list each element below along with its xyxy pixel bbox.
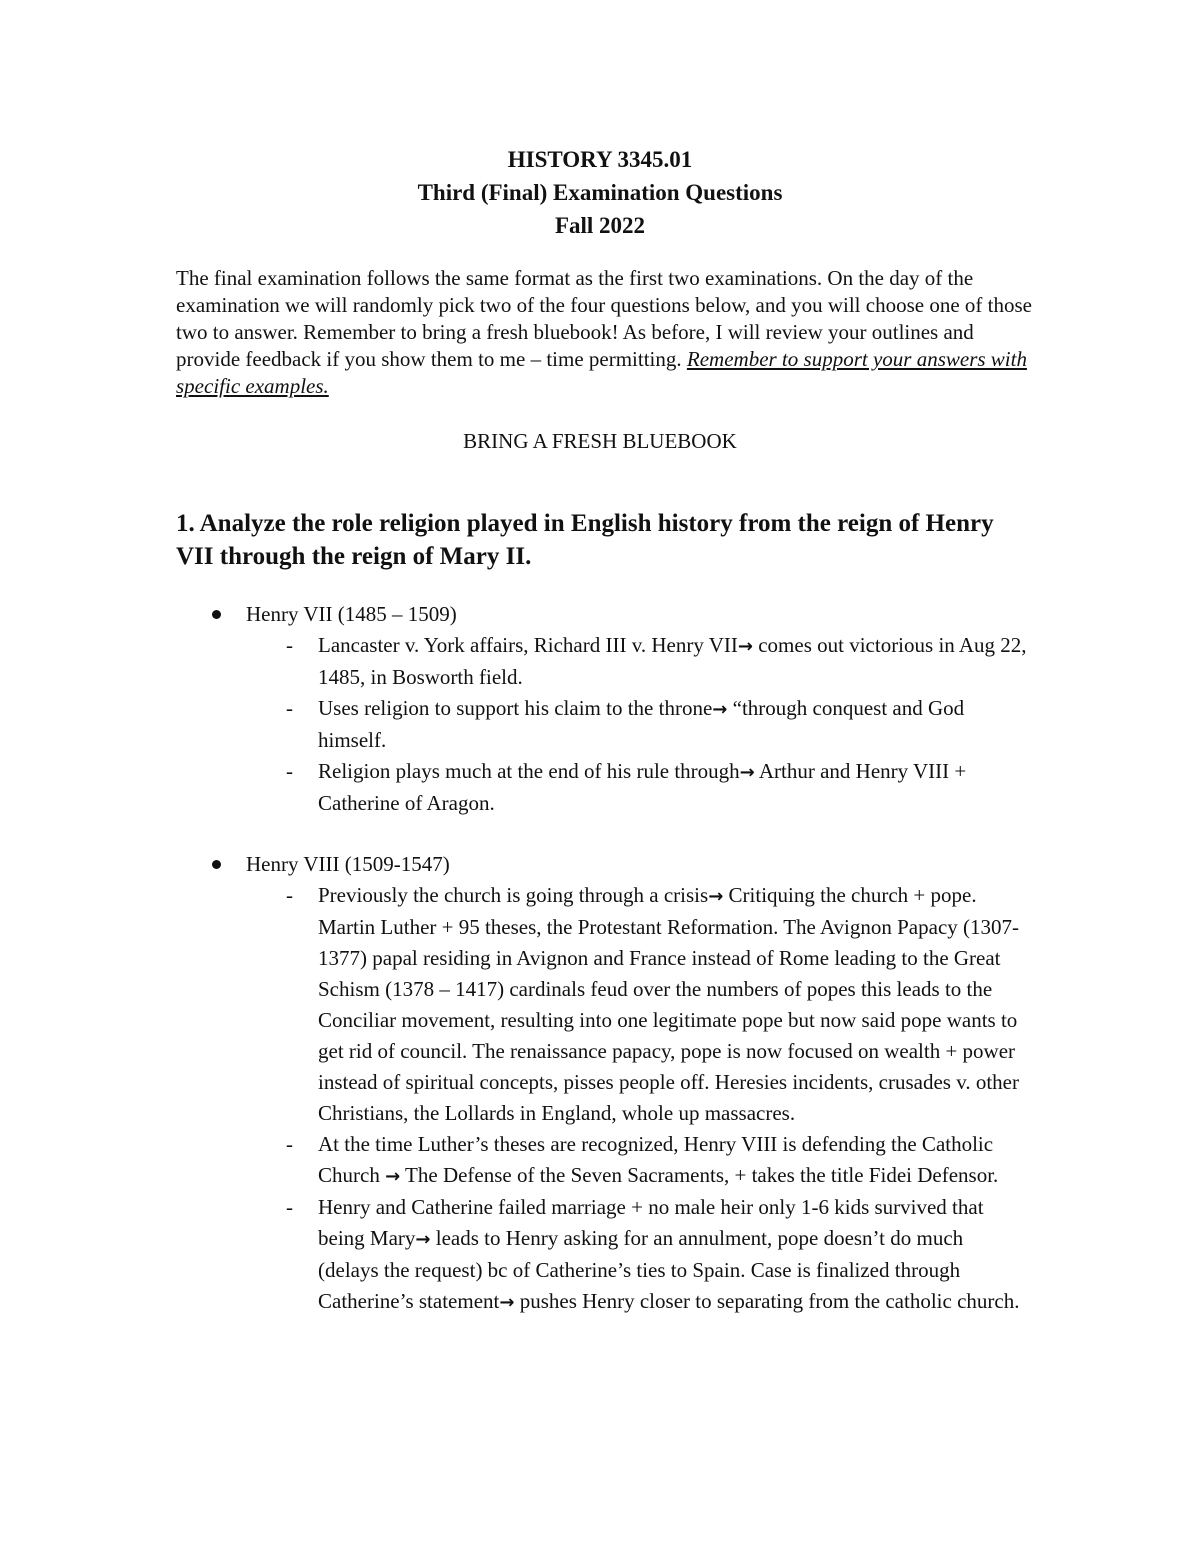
intro-paragraph [176, 265, 1036, 400]
arrow-right-icon: → [385, 1166, 401, 1187]
question-1: 1. Analyze the role religion played in English history from the reign of Henry VII through the reign of Mary II. [176, 510, 994, 570]
list-item: - Lancaster v. York affairs, Richard III v. Henry VII→ comes out victorious in Aug 22, 1485, in Bosworth field. [318, 630, 1028, 693]
arrow-right-icon: → [708, 886, 724, 907]
bullet-icon [212, 860, 221, 869]
course-title: HISTORY 3345.01 [507, 147, 693, 172]
list-item: - Henry and Catherine failed marriage + no male heir only 1-6 kids survived that being Mary→ leads to Henry asking for an annulment, pope doesn’t do much (delays the request) bc of Catherine’s ties to Spain. Case is finalized through Catherine’s statement→ pushes Henry closer to separating from the catholic church. [318, 1192, 1028, 1318]
arrow-right-icon: → [739, 762, 755, 783]
section-henry-viii [176, 849, 1056, 1318]
dash-marker: - [286, 883, 293, 907]
section-heading: Henry VIII (1509-1547) [246, 852, 450, 876]
document-header [0, 143, 1200, 242]
dash-marker: - [286, 759, 293, 783]
dash-marker: - [286, 696, 293, 720]
section-heading: Henry VII (1485 – 1509) [246, 602, 457, 626]
dash-marker: - [286, 1195, 293, 1219]
bluebook-notice: BRING A FRESH BLUEBOOK [463, 429, 737, 453]
arrow-right-icon: → [737, 636, 753, 657]
section-henry-vii [176, 599, 1056, 819]
intro-emphasis: Remember to support your answers with specific examples. [176, 347, 1027, 398]
bullet-icon [212, 610, 221, 619]
exam-title: Third (Final) Examination Questions [417, 180, 783, 205]
list-item: - Previously the church is going through a crisis→ Critiquing the church + pope. Martin Luther + 95 theses, the Protestant Reformation. The Avignon Papacy (1307-1377) papal residing in Avignon and France instead of Rome leading to the Great Schism (1378 – 1417) cardinals feud over the numbers of popes this leads to the Conciliar movement, resulting into one legitimate pope but now said pope wants to get rid of council. The renaissance papacy, pope is now focused on wealth + power instead of spiritual concepts, pisses people off. Heresies incidents, crusades v. other Christians, the Lollards in England, whole up massacres. [318, 880, 1028, 1129]
dash-marker: - [286, 633, 293, 657]
arrow-right-icon: → [415, 1229, 431, 1250]
intro-text: The final examination follows the same format as the first two examinations. On the day of the examination we will randomly pick two of the four questions below, and you will choose one of those two to answer. Remember to bring a fresh bluebook! As before, I will review your outlines and provide feedback if you show them to me – time permitting. [176, 266, 1032, 371]
arrow-right-icon: → [712, 699, 728, 720]
term-label: Fall 2022 [554, 213, 646, 238]
arrow-right-icon: → [499, 1292, 515, 1313]
section-heading-row [176, 599, 1056, 630]
list-item: - Religion plays much at the end of his rule through→ Arthur and Henry VIII + Catherine of Aragon. [318, 756, 1028, 819]
list-item: - At the time Luther’s theses are recognized, Henry VIII is defending the Catholic Church → The Defense of the Seven Sacraments, + takes the title Fidei Defensor. [318, 1129, 1028, 1192]
list-item: - Uses religion to support his claim to the throne→ “through conquest and God himself. [318, 693, 1028, 756]
section-heading-row [176, 849, 1056, 880]
dash-marker: - [286, 1132, 293, 1156]
